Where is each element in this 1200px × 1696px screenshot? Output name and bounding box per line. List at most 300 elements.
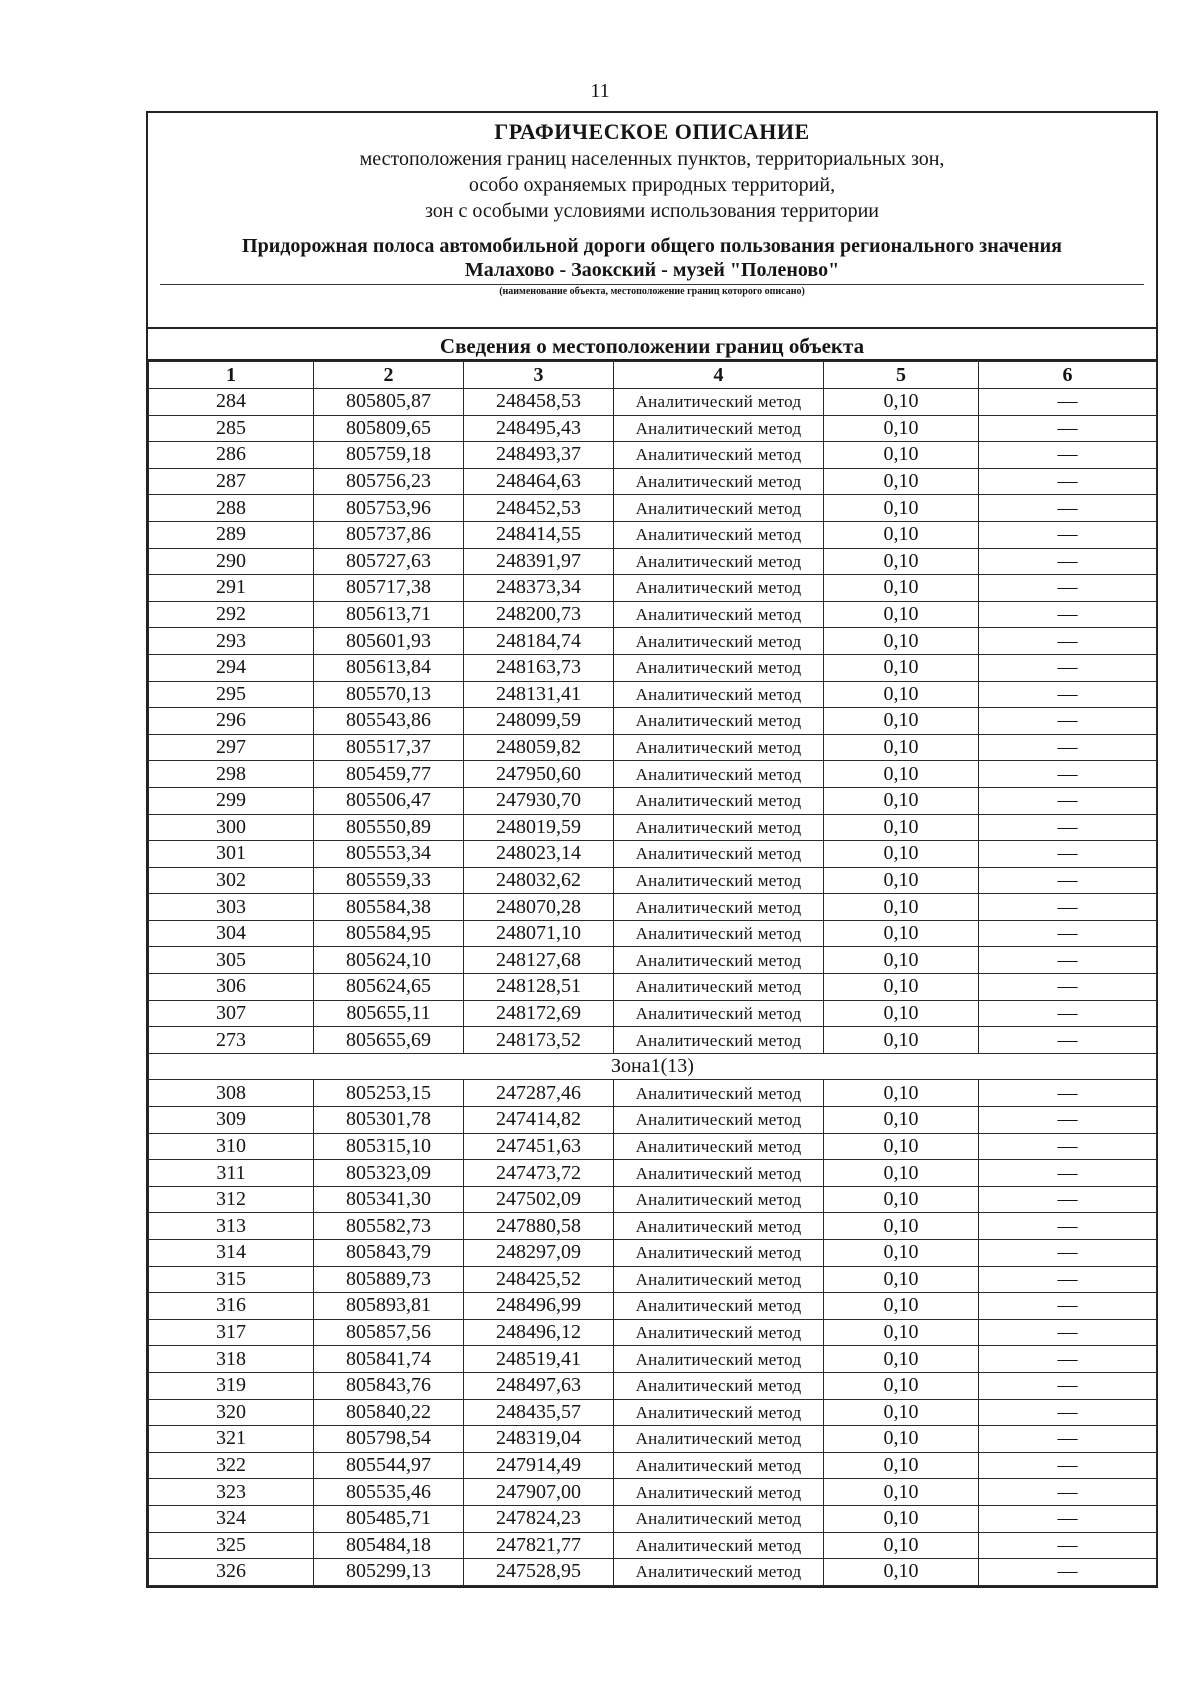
- x-coordinate-cell: 805843,76: [314, 1372, 464, 1399]
- point-number-cell: 306: [149, 974, 314, 1001]
- x-coordinate-cell: 805655,11: [314, 1000, 464, 1027]
- table-row: [149, 681, 1157, 708]
- description-cell: —: [979, 1133, 1157, 1160]
- accuracy-cell: 0,10: [824, 787, 979, 814]
- point-number-cell: 325: [149, 1532, 314, 1559]
- x-coordinate-cell: 805624,65: [314, 974, 464, 1001]
- description-cell: —: [979, 1426, 1157, 1453]
- table-row: [149, 1372, 1157, 1399]
- method-cell: Аналитический метод: [614, 575, 824, 602]
- description-cell: —: [979, 708, 1157, 735]
- x-coordinate-cell: 805809,65: [314, 415, 464, 442]
- description-cell: —: [979, 1479, 1157, 1506]
- document-frame: [146, 111, 1158, 1588]
- x-coordinate-cell: 805893,81: [314, 1293, 464, 1320]
- point-number-cell: 294: [149, 654, 314, 681]
- y-coordinate-cell: 248131,41: [464, 681, 614, 708]
- method-cell: Аналитический метод: [614, 1319, 824, 1346]
- description-cell: —: [979, 920, 1157, 947]
- method-cell: Аналитический метод: [614, 521, 824, 548]
- accuracy-cell: 0,10: [824, 708, 979, 735]
- accuracy-cell: 0,10: [824, 681, 979, 708]
- table-row: [149, 442, 1157, 469]
- point-number-cell: 299: [149, 787, 314, 814]
- method-cell: Аналитический метод: [614, 734, 824, 761]
- table-row: [149, 1107, 1157, 1134]
- column-header: 1: [149, 362, 314, 389]
- document-title: ГРАФИЧЕСКОЕ ОПИСАНИЕ: [494, 119, 810, 144]
- description-cell: —: [979, 442, 1157, 469]
- accuracy-cell: 0,10: [824, 1266, 979, 1293]
- table-row: [149, 1080, 1157, 1107]
- point-number-cell: 318: [149, 1346, 314, 1373]
- table-row: [149, 495, 1157, 522]
- table-row: [149, 654, 1157, 681]
- accuracy-cell: 0,10: [824, 1080, 979, 1107]
- subtitle-line-1: местоположения границ населенных пунктов, территориальных зон,: [359, 148, 945, 170]
- point-number-cell: 305: [149, 947, 314, 974]
- column-header: 2: [314, 362, 464, 389]
- method-cell: Аналитический метод: [614, 1532, 824, 1559]
- table-row: [149, 787, 1157, 814]
- y-coordinate-cell: 248070,28: [464, 894, 614, 921]
- description-cell: —: [979, 575, 1157, 602]
- description-cell: —: [979, 947, 1157, 974]
- method-cell: Аналитический метод: [614, 1080, 824, 1107]
- table-row: [149, 867, 1157, 894]
- method-cell: Аналитический метод: [614, 1372, 824, 1399]
- point-number-cell: 273: [149, 1027, 314, 1054]
- accuracy-cell: 0,10: [824, 1186, 979, 1213]
- accuracy-cell: 0,10: [824, 1133, 979, 1160]
- zone-label: Зона1(13): [149, 1053, 1157, 1080]
- y-coordinate-cell: 248496,12: [464, 1319, 614, 1346]
- description-cell: —: [979, 389, 1157, 416]
- description-cell: —: [979, 1266, 1157, 1293]
- accuracy-cell: 0,10: [824, 1027, 979, 1054]
- table-row: [149, 947, 1157, 974]
- y-coordinate-cell: 248435,57: [464, 1399, 614, 1426]
- point-number-cell: 293: [149, 628, 314, 655]
- description-cell: —: [979, 1027, 1157, 1054]
- description-cell: —: [979, 1107, 1157, 1134]
- description-cell: —: [979, 761, 1157, 788]
- table-row: [149, 920, 1157, 947]
- description-cell: —: [979, 628, 1157, 655]
- y-coordinate-cell: 248173,52: [464, 1027, 614, 1054]
- accuracy-cell: 0,10: [824, 548, 979, 575]
- accuracy-cell: 0,10: [824, 947, 979, 974]
- y-coordinate-cell: 248464,63: [464, 468, 614, 495]
- table-row: [149, 1213, 1157, 1240]
- section-title: Сведения о местоположении границ объекта: [148, 329, 1156, 361]
- method-cell: Аналитический метод: [614, 415, 824, 442]
- y-coordinate-cell: 247950,60: [464, 761, 614, 788]
- x-coordinate-cell: 805517,37: [314, 734, 464, 761]
- table-row: [149, 1346, 1157, 1373]
- point-number-cell: 290: [149, 548, 314, 575]
- table-row: [149, 1505, 1157, 1532]
- description-cell: —: [979, 1505, 1157, 1532]
- point-number-cell: 289: [149, 521, 314, 548]
- description-cell: —: [979, 1399, 1157, 1426]
- table-row: [149, 415, 1157, 442]
- method-cell: Аналитический метод: [614, 841, 824, 868]
- point-number-cell: 313: [149, 1213, 314, 1240]
- point-number-cell: 301: [149, 841, 314, 868]
- point-number-cell: 286: [149, 442, 314, 469]
- table-row: [149, 894, 1157, 921]
- point-number-cell: 310: [149, 1133, 314, 1160]
- point-number-cell: 319: [149, 1372, 314, 1399]
- accuracy-cell: 0,10: [824, 1293, 979, 1320]
- y-coordinate-cell: 248425,52: [464, 1266, 614, 1293]
- y-coordinate-cell: 247821,77: [464, 1532, 614, 1559]
- accuracy-cell: 0,10: [824, 894, 979, 921]
- method-cell: Аналитический метод: [614, 1213, 824, 1240]
- method-cell: Аналитический метод: [614, 708, 824, 735]
- description-cell: —: [979, 1559, 1157, 1586]
- y-coordinate-cell: 247502,09: [464, 1186, 614, 1213]
- method-cell: Аналитический метод: [614, 681, 824, 708]
- point-number-cell: 295: [149, 681, 314, 708]
- object-name-line-2: Малахово - Заокский - музей "Поленово": [464, 259, 840, 281]
- x-coordinate-cell: 805543,86: [314, 708, 464, 735]
- point-number-cell: 303: [149, 894, 314, 921]
- table-row: [149, 548, 1157, 575]
- description-cell: —: [979, 1532, 1157, 1559]
- point-number-cell: 314: [149, 1240, 314, 1267]
- y-coordinate-cell: 248496,99: [464, 1293, 614, 1320]
- description-cell: —: [979, 867, 1157, 894]
- description-cell: —: [979, 894, 1157, 921]
- accuracy-cell: 0,10: [824, 1372, 979, 1399]
- y-coordinate-cell: 248019,59: [464, 814, 614, 841]
- x-coordinate-cell: 805550,89: [314, 814, 464, 841]
- accuracy-cell: 0,10: [824, 495, 979, 522]
- point-number-cell: 324: [149, 1505, 314, 1532]
- y-coordinate-cell: 247528,95: [464, 1559, 614, 1586]
- point-number-cell: 317: [149, 1319, 314, 1346]
- description-cell: —: [979, 734, 1157, 761]
- method-cell: Аналитический метод: [614, 867, 824, 894]
- description-cell: —: [979, 814, 1157, 841]
- description-cell: —: [979, 521, 1157, 548]
- description-cell: —: [979, 841, 1157, 868]
- point-number-cell: 296: [149, 708, 314, 735]
- description-cell: —: [979, 681, 1157, 708]
- point-number-cell: 323: [149, 1479, 314, 1506]
- table-row: [149, 1452, 1157, 1479]
- y-coordinate-cell: 248023,14: [464, 841, 614, 868]
- table-row: [149, 814, 1157, 841]
- table-row: [149, 734, 1157, 761]
- table-row: [149, 1266, 1157, 1293]
- table-row: [149, 1186, 1157, 1213]
- y-coordinate-cell: 248414,55: [464, 521, 614, 548]
- accuracy-cell: 0,10: [824, 1319, 979, 1346]
- description-cell: —: [979, 1293, 1157, 1320]
- point-number-cell: 321: [149, 1426, 314, 1453]
- method-cell: Аналитический метод: [614, 1399, 824, 1426]
- x-coordinate-cell: 805341,30: [314, 1186, 464, 1213]
- accuracy-cell: 0,10: [824, 1452, 979, 1479]
- accuracy-cell: 0,10: [824, 1000, 979, 1027]
- method-cell: Аналитический метод: [614, 1240, 824, 1267]
- accuracy-cell: 0,10: [824, 1479, 979, 1506]
- y-coordinate-cell: 248200,73: [464, 601, 614, 628]
- x-coordinate-cell: 805559,33: [314, 867, 464, 894]
- y-coordinate-cell: 248099,59: [464, 708, 614, 735]
- point-number-cell: 312: [149, 1186, 314, 1213]
- description-cell: —: [979, 974, 1157, 1001]
- method-cell: Аналитический метод: [614, 654, 824, 681]
- point-number-cell: 307: [149, 1000, 314, 1027]
- point-number-cell: 288: [149, 495, 314, 522]
- table-row: [149, 1319, 1157, 1346]
- accuracy-cell: 0,10: [824, 1346, 979, 1373]
- point-number-cell: 302: [149, 867, 314, 894]
- accuracy-cell: 0,10: [824, 1505, 979, 1532]
- x-coordinate-cell: 805753,96: [314, 495, 464, 522]
- object-caption: (наименование объекта, местоположение границ которого описано): [499, 286, 805, 297]
- x-coordinate-cell: 805624,10: [314, 947, 464, 974]
- y-coordinate-cell: 248391,97: [464, 548, 614, 575]
- y-coordinate-cell: 247824,23: [464, 1505, 614, 1532]
- y-coordinate-cell: 248127,68: [464, 947, 614, 974]
- x-coordinate-cell: 805737,86: [314, 521, 464, 548]
- description-cell: —: [979, 548, 1157, 575]
- x-coordinate-cell: 805323,09: [314, 1160, 464, 1187]
- table-row: [149, 1240, 1157, 1267]
- x-coordinate-cell: 805759,18: [314, 442, 464, 469]
- table-row: [149, 601, 1157, 628]
- x-coordinate-cell: 805584,95: [314, 920, 464, 947]
- method-cell: Аналитический метод: [614, 1426, 824, 1453]
- x-coordinate-cell: 805601,93: [314, 628, 464, 655]
- method-cell: Аналитический метод: [614, 1293, 824, 1320]
- x-coordinate-cell: 805613,84: [314, 654, 464, 681]
- method-cell: Аналитический метод: [614, 1452, 824, 1479]
- description-cell: —: [979, 1160, 1157, 1187]
- table-row: [149, 1399, 1157, 1426]
- y-coordinate-cell: 248319,04: [464, 1426, 614, 1453]
- y-coordinate-cell: 247451,63: [464, 1133, 614, 1160]
- point-number-cell: 320: [149, 1399, 314, 1426]
- y-coordinate-cell: 248452,53: [464, 495, 614, 522]
- table-row: [149, 1532, 1157, 1559]
- point-number-cell: 315: [149, 1266, 314, 1293]
- column-header: 6: [979, 362, 1157, 389]
- accuracy-cell: 0,10: [824, 841, 979, 868]
- method-cell: Аналитический метод: [614, 787, 824, 814]
- x-coordinate-cell: 805889,73: [314, 1266, 464, 1293]
- table-row: [149, 1426, 1157, 1453]
- y-coordinate-cell: 248497,63: [464, 1372, 614, 1399]
- accuracy-cell: 0,10: [824, 521, 979, 548]
- table-row: [149, 1479, 1157, 1506]
- method-cell: Аналитический метод: [614, 442, 824, 469]
- description-cell: —: [979, 787, 1157, 814]
- column-header: 4: [614, 362, 824, 389]
- x-coordinate-cell: 805484,18: [314, 1532, 464, 1559]
- table-row: [149, 974, 1157, 1001]
- x-coordinate-cell: 805584,38: [314, 894, 464, 921]
- accuracy-cell: 0,10: [824, 1240, 979, 1267]
- description-cell: —: [979, 1452, 1157, 1479]
- point-number-cell: 298: [149, 761, 314, 788]
- method-cell: Аналитический метод: [614, 1505, 824, 1532]
- description-cell: —: [979, 495, 1157, 522]
- description-cell: —: [979, 1346, 1157, 1373]
- x-coordinate-cell: 805727,63: [314, 548, 464, 575]
- x-coordinate-cell: 805253,15: [314, 1080, 464, 1107]
- table-row: [149, 761, 1157, 788]
- x-coordinate-cell: 805613,71: [314, 601, 464, 628]
- description-cell: —: [979, 468, 1157, 495]
- x-coordinate-cell: 805570,13: [314, 681, 464, 708]
- method-cell: Аналитический метод: [614, 1266, 824, 1293]
- y-coordinate-cell: 248493,37: [464, 442, 614, 469]
- x-coordinate-cell: 805805,87: [314, 389, 464, 416]
- coordinates-table: [148, 361, 1157, 1586]
- description-cell: —: [979, 1372, 1157, 1399]
- zone-separator-row: [149, 1053, 1157, 1080]
- accuracy-cell: 0,10: [824, 920, 979, 947]
- y-coordinate-cell: 247473,72: [464, 1160, 614, 1187]
- accuracy-cell: 0,10: [824, 601, 979, 628]
- point-number-cell: 308: [149, 1080, 314, 1107]
- method-cell: Аналитический метод: [614, 1346, 824, 1373]
- table-row: [149, 841, 1157, 868]
- method-cell: Аналитический метод: [614, 548, 824, 575]
- coordinates-table-body: [149, 362, 1157, 1586]
- method-cell: Аналитический метод: [614, 1133, 824, 1160]
- point-number-cell: 287: [149, 468, 314, 495]
- point-number-cell: 284: [149, 389, 314, 416]
- y-coordinate-cell: 248032,62: [464, 867, 614, 894]
- y-coordinate-cell: 248458,53: [464, 389, 614, 416]
- x-coordinate-cell: 805299,13: [314, 1559, 464, 1586]
- accuracy-cell: 0,10: [824, 1107, 979, 1134]
- x-coordinate-cell: 805798,54: [314, 1426, 464, 1453]
- page-number: 11: [590, 80, 610, 102]
- method-cell: Аналитический метод: [614, 1107, 824, 1134]
- accuracy-cell: 0,10: [824, 1213, 979, 1240]
- accuracy-cell: 0,10: [824, 734, 979, 761]
- accuracy-cell: 0,10: [824, 442, 979, 469]
- y-coordinate-cell: 248128,51: [464, 974, 614, 1001]
- accuracy-cell: 0,10: [824, 814, 979, 841]
- method-cell: Аналитический метод: [614, 761, 824, 788]
- accuracy-cell: 0,10: [824, 1426, 979, 1453]
- y-coordinate-cell: 248184,74: [464, 628, 614, 655]
- table-row: [149, 1000, 1157, 1027]
- x-coordinate-cell: 805655,69: [314, 1027, 464, 1054]
- y-coordinate-cell: 248071,10: [464, 920, 614, 947]
- y-coordinate-cell: 247880,58: [464, 1213, 614, 1240]
- description-cell: —: [979, 601, 1157, 628]
- table-row: [149, 389, 1157, 416]
- x-coordinate-cell: 805553,34: [314, 841, 464, 868]
- table-row: [149, 628, 1157, 655]
- description-cell: —: [979, 1186, 1157, 1213]
- accuracy-cell: 0,10: [824, 654, 979, 681]
- method-cell: Аналитический метод: [614, 1186, 824, 1213]
- x-coordinate-cell: 805857,56: [314, 1319, 464, 1346]
- x-coordinate-cell: 805582,73: [314, 1213, 464, 1240]
- y-coordinate-cell: 247930,70: [464, 787, 614, 814]
- table-row: [149, 1133, 1157, 1160]
- accuracy-cell: 0,10: [824, 867, 979, 894]
- method-cell: Аналитический метод: [614, 495, 824, 522]
- y-coordinate-cell: 247914,49: [464, 1452, 614, 1479]
- point-number-cell: 311: [149, 1160, 314, 1187]
- subtitle-line-3: зон с особыми условиями использования территории: [424, 200, 880, 222]
- description-cell: —: [979, 1000, 1157, 1027]
- y-coordinate-cell: 247414,82: [464, 1107, 614, 1134]
- point-number-cell: 309: [149, 1107, 314, 1134]
- x-coordinate-cell: 805840,22: [314, 1399, 464, 1426]
- accuracy-cell: 0,10: [824, 1559, 979, 1586]
- table-row: [149, 1559, 1157, 1586]
- y-coordinate-cell: 248059,82: [464, 734, 614, 761]
- x-coordinate-cell: 805756,23: [314, 468, 464, 495]
- x-coordinate-cell: 805535,46: [314, 1479, 464, 1506]
- x-coordinate-cell: 805459,77: [314, 761, 464, 788]
- method-cell: Аналитический метод: [614, 920, 824, 947]
- point-number-cell: 300: [149, 814, 314, 841]
- accuracy-cell: 0,10: [824, 389, 979, 416]
- accuracy-cell: 0,10: [824, 575, 979, 602]
- method-cell: Аналитический метод: [614, 894, 824, 921]
- point-number-cell: 292: [149, 601, 314, 628]
- point-number-cell: 322: [149, 1452, 314, 1479]
- column-header: 5: [824, 362, 979, 389]
- accuracy-cell: 0,10: [824, 468, 979, 495]
- x-coordinate-cell: 805506,47: [314, 787, 464, 814]
- accuracy-cell: 0,10: [824, 761, 979, 788]
- accuracy-cell: 0,10: [824, 974, 979, 1001]
- description-cell: —: [979, 654, 1157, 681]
- x-coordinate-cell: 805315,10: [314, 1133, 464, 1160]
- subtitle-line-2: особо охраняемых природных территорий,: [468, 174, 836, 196]
- point-number-cell: 297: [149, 734, 314, 761]
- accuracy-cell: 0,10: [824, 628, 979, 655]
- point-number-cell: 326: [149, 1559, 314, 1586]
- table-row: [149, 1160, 1157, 1187]
- x-coordinate-cell: 805843,79: [314, 1240, 464, 1267]
- accuracy-cell: 0,10: [824, 415, 979, 442]
- object-name-line-1: Придорожная полоса автомобильной дороги общего пользования регионального значения: [242, 235, 1062, 257]
- column-header-row: [149, 362, 1157, 389]
- x-coordinate-cell: 805841,74: [314, 1346, 464, 1373]
- document-header: [148, 113, 1156, 329]
- table-row: [149, 468, 1157, 495]
- method-cell: Аналитический метод: [614, 389, 824, 416]
- method-cell: Аналитический метод: [614, 1000, 824, 1027]
- y-coordinate-cell: 248373,34: [464, 575, 614, 602]
- method-cell: Аналитический метод: [614, 628, 824, 655]
- method-cell: Аналитический метод: [614, 947, 824, 974]
- table-row: [149, 708, 1157, 735]
- method-cell: Аналитический метод: [614, 1479, 824, 1506]
- x-coordinate-cell: 805485,71: [314, 1505, 464, 1532]
- x-coordinate-cell: 805301,78: [314, 1107, 464, 1134]
- point-number-cell: 316: [149, 1293, 314, 1320]
- table-row: [149, 521, 1157, 548]
- y-coordinate-cell: 248495,43: [464, 415, 614, 442]
